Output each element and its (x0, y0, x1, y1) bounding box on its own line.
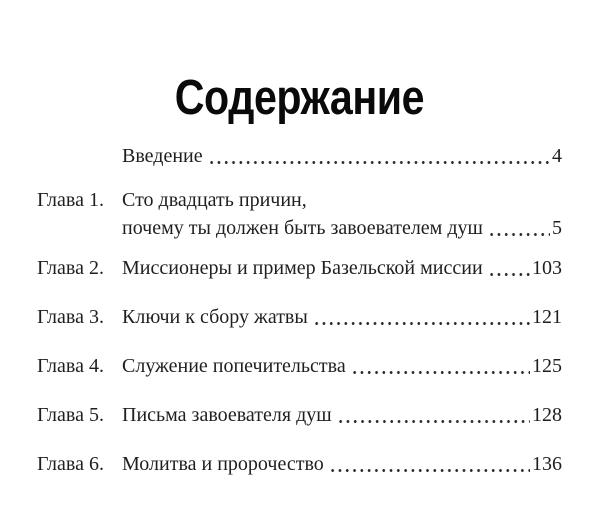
dot-leader (313, 303, 530, 331)
toc-entry (37, 450, 562, 478)
chapter-title: Ключи к сбору жатвы (122, 306, 308, 328)
chapter-title: Введение (122, 145, 203, 167)
chapter-label: Глава 2. (37, 257, 104, 279)
page-number: 4 (552, 145, 562, 167)
table-of-contents (37, 142, 562, 478)
chapter-title: Служение попечительства (122, 355, 346, 377)
toc-entry (37, 254, 562, 282)
chapter-label: Глава 4. (37, 355, 104, 377)
chapter-label: Глава 5. (37, 404, 104, 426)
chapter-label: Глава 1. (37, 189, 104, 211)
chapter-label: Глава 6. (37, 453, 104, 475)
chapter-title: Молитва и пророчество (122, 453, 324, 475)
page-number: 121 (532, 306, 562, 328)
chapter-label: Глава 3. (37, 306, 104, 328)
dot-leader (208, 142, 550, 170)
toc-entry (37, 186, 562, 242)
page-number: 128 (532, 404, 562, 426)
page-number: 136 (532, 453, 562, 475)
chapter-title: Сто двадцать причин, (122, 189, 307, 211)
dot-leader (488, 254, 530, 282)
toc-entry (37, 303, 562, 331)
toc-entry (37, 401, 562, 429)
toc-entry (37, 142, 562, 170)
page-number: 5 (552, 217, 562, 239)
dot-leader (351, 352, 530, 380)
page-number: 103 (532, 257, 562, 279)
chapter-title: Письма завоевателя душ (122, 404, 332, 426)
chapter-label (37, 142, 122, 170)
page-title: Содержание (174, 70, 425, 125)
dot-leader (329, 450, 530, 478)
dot-leader (337, 401, 530, 429)
page-title-wrap (37, 0, 562, 125)
page-number: 125 (532, 355, 562, 377)
toc-entry (37, 352, 562, 380)
chapter-title-line2: почему ты должен быть завоевателем душ (122, 217, 483, 239)
dot-leader (488, 214, 550, 242)
chapter-title: Миссионеры и пример Базельской миссии (122, 257, 483, 279)
